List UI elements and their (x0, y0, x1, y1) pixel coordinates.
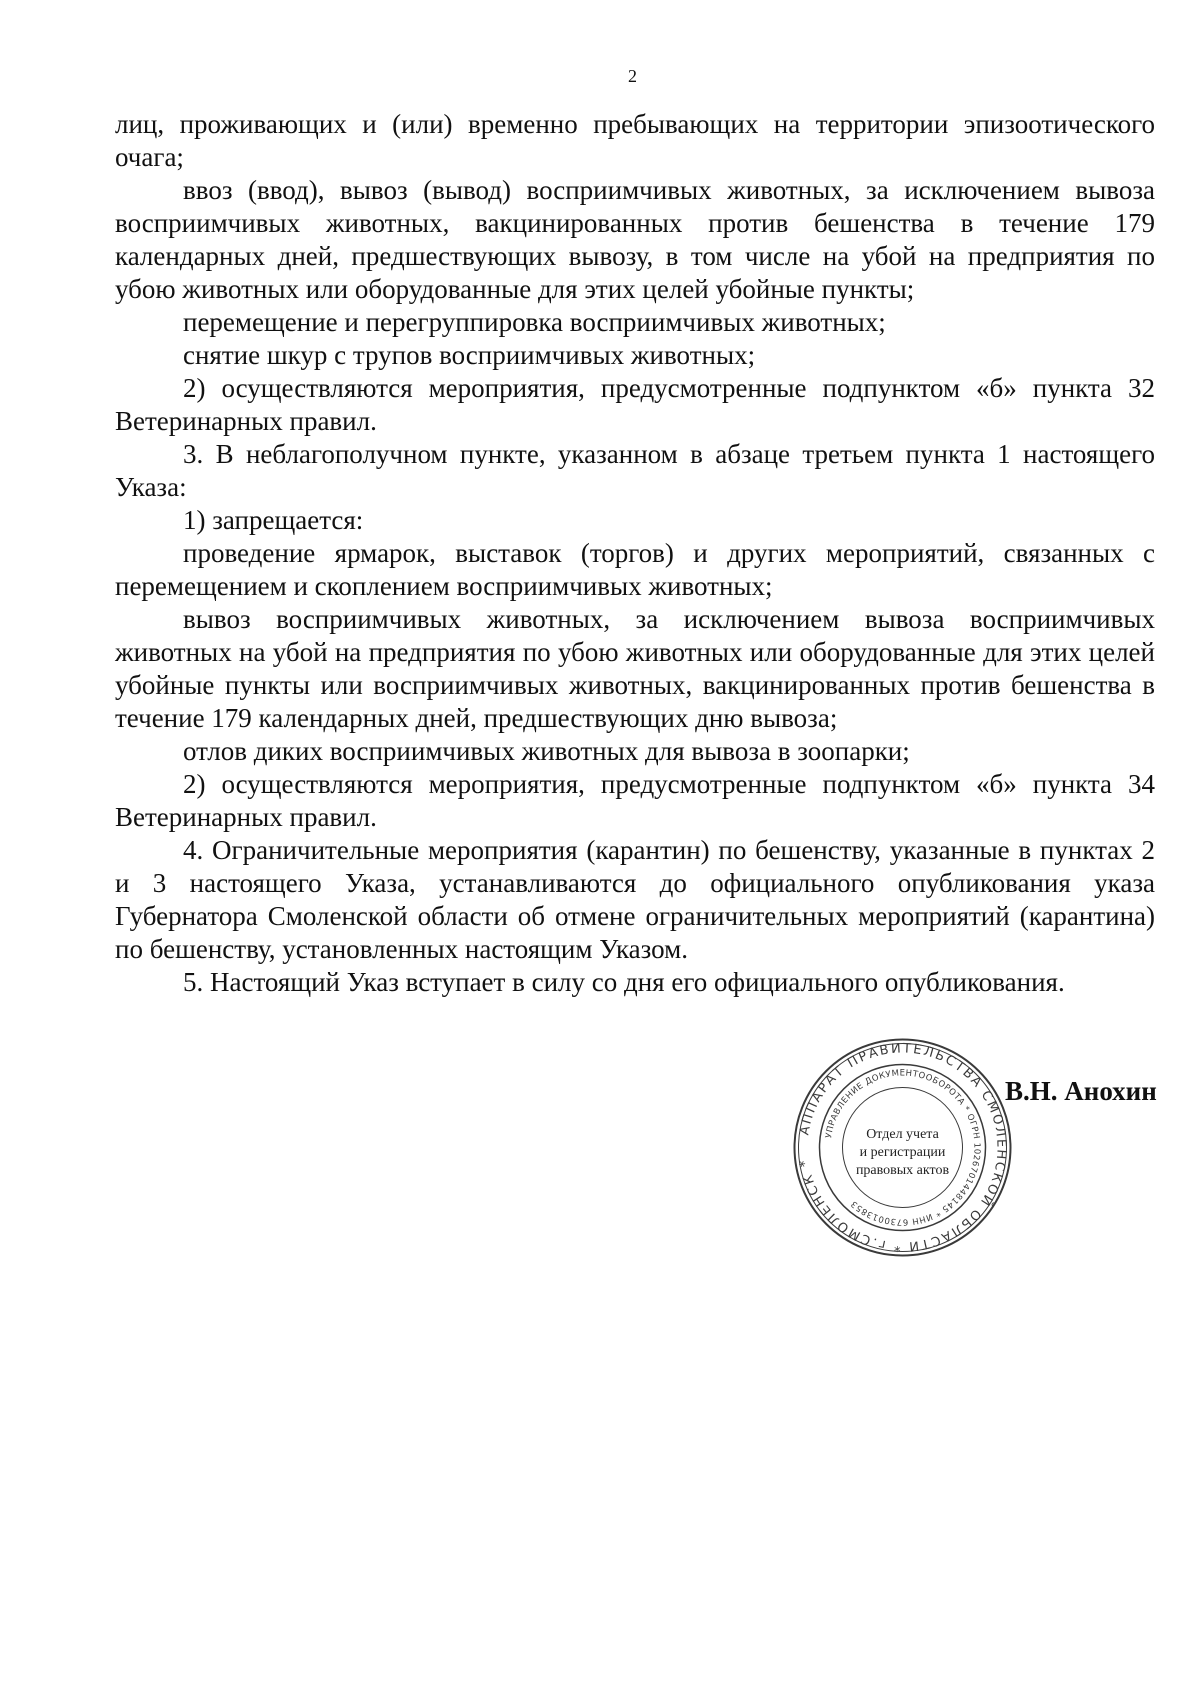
signature-block (790, 1035, 1165, 1254)
paragraph: 2) осуществляются мероприятия, предусмотренные подпунктом «б» пункта 32 Ветеринарных правил. (115, 373, 1155, 436)
paragraph: 1) запрещается: (183, 505, 364, 535)
paragraph: отлов диких восприимчивых животных для вывоза в зоопарки; (183, 736, 910, 766)
paragraph: перемещение и перегруппировка восприимчивых животных; (183, 307, 886, 337)
paragraph: проведение ярмарок, выставок (торгов) и других мероприятий, связанных с перемещением и скоплением восприимчивых животных; (115, 538, 1155, 601)
paragraph: снятие шкур с трупов восприимчивых животных; (183, 340, 756, 370)
document-body (115, 108, 1155, 999)
paragraph: 3. В неблагополучном пункте, указанном в абзаце третьем пункта 1 настоящего Указа: (115, 439, 1155, 502)
stamp-outer-ring-text: АППАРАТ ПРАВИТЕЛЬСТВА СМОЛЕНСКОЙ ОБЛАСТИ * г.СМОЛЕНСК * (797, 1041, 1009, 1254)
paragraph: 4. Ограничительные мероприятия (карантин) по бешенству, указанные в пунктах 2 и 3 настоящего Указа, устанавливаются до официального опубликования указа Губернатора Смоленской области об отмене ограничительных мероприятий (карантина) по бешенству, установленных настоящим Указом. (115, 835, 1155, 964)
paragraph: ввоз (ввод), вывоз (вывод) восприимчивых животных, за исключением вывоза восприимчивых животных, вакцинированных против бешенства в течение 179 календарных дней, предшествующих вывозу, в том числе на убой на предприятия по убою животных или оборудованные для этих целей убойные пункты; (115, 175, 1155, 304)
stamp-center-line-1: Отдел учета (866, 1127, 939, 1142)
official-seal-stamp (790, 1035, 1015, 1260)
paragraph: 2) осуществляются мероприятия, предусмотренные подпунктом «б» пункта 34 Ветеринарных правил. (115, 769, 1155, 832)
page-number: 2 (628, 66, 637, 86)
stamp-center-line-3: правовых актов (855, 1163, 950, 1178)
paragraph: 5. Настоящий Указ вступает в силу со дня его официального опубликования. (183, 967, 1065, 997)
stamp-inner-ring-text: УПРАВЛЕНИЕ ДОКУМЕНТООБОРОТА * ОГРН 1026701448145 * ИНН 6730013853 (824, 1068, 982, 1227)
paragraph: вывоз восприимчивых животных, за исключением вывоза восприимчивых животных на убой на предприятия по убою животных или оборудованные для этих целей убойные пункты или восприимчивых животных, вакцинированных против бешенства в течение 179 календарных дней, предшествующих дню вывоза; (115, 604, 1155, 733)
signer-name: В.Н. Анохин (1005, 1076, 1157, 1106)
paragraph: лиц, проживающих и (или) временно пребывающих на территории эпизоотического очага; (115, 109, 1155, 172)
stamp-center-line-2: и регистрации (859, 1145, 946, 1160)
